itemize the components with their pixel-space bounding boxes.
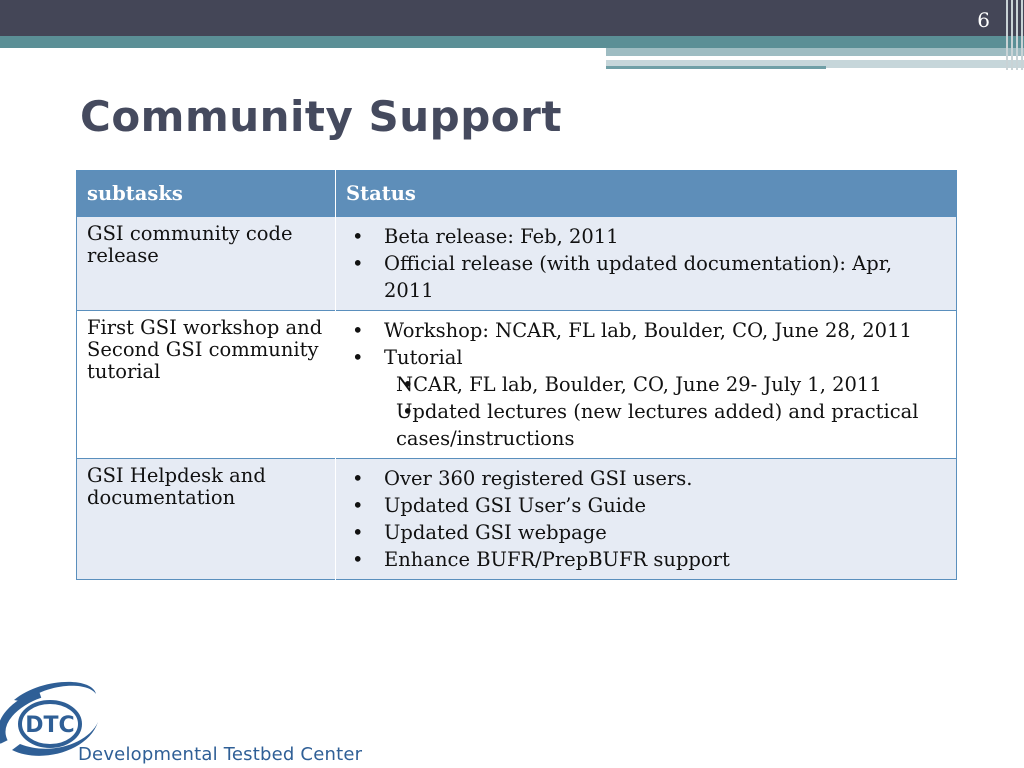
slide-title: Community Support	[80, 92, 562, 141]
status-list	[346, 223, 946, 304]
support-table	[76, 170, 957, 580]
table-row	[77, 459, 957, 580]
logo-acronym: DTC	[25, 713, 75, 738]
slide-number: 6	[977, 8, 990, 32]
subtask-cell: GSI Helpdesk and documentation	[77, 459, 336, 580]
teal-stripe-line	[606, 66, 826, 69]
header-status: Status	[336, 171, 957, 217]
list-item: • Beta release: Feb, 2011	[346, 223, 946, 250]
sub-list-item: • Updated lectures (new lectures added) and practical cases/instructions	[346, 398, 946, 452]
list-item: • Workshop: NCAR, FL lab, Boulder, CO, June 28, 2011	[346, 317, 946, 344]
list-item: • Official release (with updated documentation): Apr, 2011	[346, 250, 946, 304]
decorative-lines	[1004, 0, 1024, 70]
status-list	[346, 465, 946, 573]
header-subtasks: subtasks	[77, 171, 336, 217]
teal-stripe	[606, 48, 1024, 56]
list-item: • Over 360 registered GSI users.	[346, 465, 946, 492]
status-cell	[336, 217, 957, 311]
table-header-row	[77, 171, 957, 217]
status-list	[346, 317, 946, 371]
status-cell	[336, 459, 957, 580]
table-row	[77, 217, 957, 311]
list-item: • Updated GSI User’s Guide	[346, 492, 946, 519]
top-bar	[0, 0, 1024, 36]
status-cell	[336, 311, 957, 459]
subtask-cell: First GSI workshop and Second GSI community tutorial	[77, 311, 336, 459]
table-row	[77, 311, 957, 459]
teal-band	[0, 36, 1024, 48]
sub-list-item: • NCAR, FL lab, Boulder, CO, June 29- July 1, 2011	[346, 371, 946, 398]
subtask-cell: GSI community code release	[77, 217, 336, 311]
sub-list	[346, 371, 946, 452]
list-item: • Updated GSI webpage	[346, 519, 946, 546]
list-item: • Enhance BUFR/PrepBUFR support	[346, 546, 946, 573]
logo-name: Developmental Testbed Center	[78, 744, 363, 765]
list-item: • Tutorial	[346, 344, 946, 371]
